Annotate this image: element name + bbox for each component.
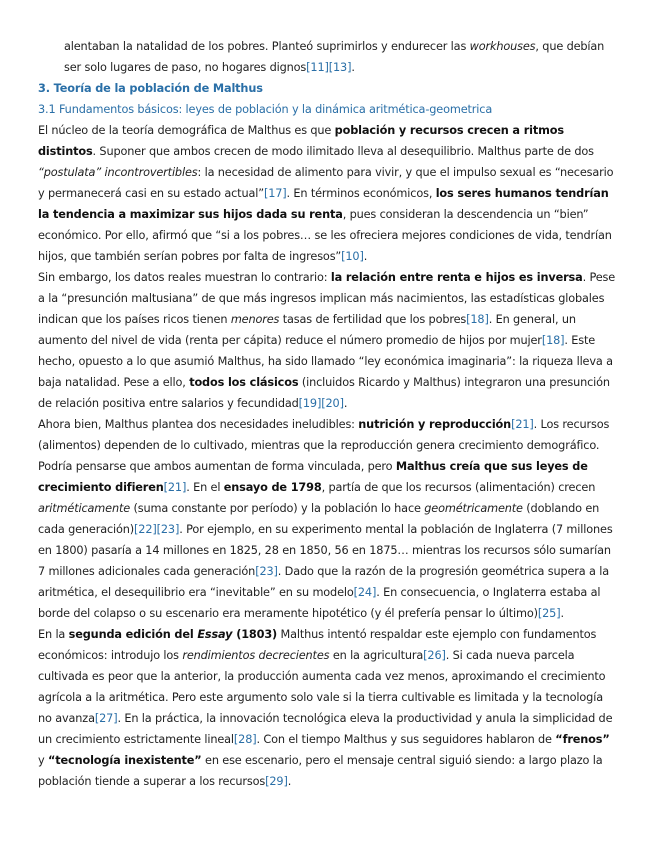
text-run: . Dado que la razón de la progresión geométrica supera a la aritmética, el desequilibrio era “inevitable” en su modelo bbox=[38, 565, 609, 599]
document-body bbox=[38, 36, 616, 792]
subsection-heading: 3.1 Fundamentos básicos: leyes de población y la dinámica aritmética-geometrica bbox=[38, 103, 493, 116]
italic-phrase: aritméticamente bbox=[38, 502, 131, 515]
paragraph-second-edition bbox=[38, 624, 616, 792]
text-run: En la bbox=[38, 628, 69, 641]
citation-link[interactable]: [29] bbox=[265, 775, 288, 788]
citation-link[interactable]: [24] bbox=[353, 586, 377, 599]
text-run: (doblando en cada generación) bbox=[38, 502, 600, 536]
citation-link[interactable]: [28] bbox=[233, 733, 257, 746]
italic-phrase: Essay bbox=[197, 628, 233, 641]
bold-phrase: ensayo de 1798 bbox=[223, 481, 322, 494]
text-run: . bbox=[351, 61, 355, 74]
citation-link[interactable]: [25] bbox=[537, 607, 561, 620]
text-run: . En general, un aumento del nivel de vida (renta per cápita) reduce el número promedio de hijos por mujer bbox=[38, 313, 576, 347]
citation-link[interactable]: [27] bbox=[94, 712, 118, 725]
bold-phrase: “frenos” bbox=[555, 733, 610, 746]
bold-phrase: nutrición y reproducción bbox=[358, 418, 512, 431]
text-run: alentaban la natalidad de los pobres. Planteó suprimirlos y endurecer las bbox=[64, 40, 470, 53]
text-run: . bbox=[363, 250, 368, 263]
citation-link[interactable]: [21] bbox=[511, 418, 534, 431]
text-run: , partía de que los recursos (alimentación) crecen bbox=[321, 481, 596, 494]
text-run: en ese escenario, pero el mensaje central siguió siendo: a largo plazo la población tiende a superar a los recursos bbox=[38, 754, 603, 788]
citation-link[interactable]: [11] bbox=[306, 61, 329, 74]
citation-link[interactable]: [19] bbox=[298, 397, 322, 410]
bold-phrase: segunda edición del bbox=[68, 628, 198, 641]
text-run: . bbox=[560, 607, 564, 620]
section-heading: 3. Teoría de la población de Malthus bbox=[38, 82, 263, 95]
bold-phrase: población y recursos crecen a ritmos distintos bbox=[38, 124, 564, 158]
text-run: , que debían ser solo lugares de paso, no hogares dignos bbox=[64, 40, 605, 74]
text-run: El núcleo de la teoría demográfica de Malthus es que bbox=[38, 124, 335, 137]
text-run: . Con el tiempo Malthus y sus seguidores hablaron de bbox=[256, 733, 556, 746]
citation-link[interactable]: [18] bbox=[466, 313, 489, 326]
text-run: : la necesidad de alimento para vivir, y que el impulso sexual es “necesario y permanecerá casi en su estado actual” bbox=[38, 166, 614, 200]
text-run: en la agricultura bbox=[329, 649, 424, 662]
text-run: . Suponer que ambos crecen de modo ilimitado lleva al desequilibrio. Malthus parte de dos bbox=[92, 145, 594, 158]
bold-italic-phrase bbox=[197, 628, 232, 641]
bold-phrase: los seres humanos tendrían la tendencia a maximizar sus hijos dada su renta bbox=[38, 187, 609, 221]
citation-link[interactable]: [10] bbox=[341, 250, 364, 263]
text-run: . En la práctica, la innovación tecnológica eleva la productividad y anula la simplicidad de un crecimiento estrictamente lineal bbox=[38, 712, 613, 746]
text-run: y bbox=[38, 754, 48, 767]
text-run: Ahora bien, Malthus plantea dos necesidades ineludibles: bbox=[38, 418, 359, 431]
text-run: . Pese a la “presunción maltusiana” de que más ingresos implican más nacimientos, las estadísticas globales indican que los países ricos tienen bbox=[38, 271, 616, 326]
citation-link[interactable]: [17] bbox=[263, 187, 287, 200]
text-run: . En términos económicos, bbox=[286, 187, 436, 200]
bold-phrase: Malthus creía que sus leyes de crecimiento difieren bbox=[38, 460, 588, 494]
text-run: . En consecuencia, o Inglaterra estaba al borde del colapso o su escenario era meramente hipotético (y él prefería pensar lo último) bbox=[38, 586, 601, 620]
text-run: (suma constante por período) y la población lo hace bbox=[130, 502, 425, 515]
text-run: . Si cada nueva parcela cultivada es peor que la anterior, la producción aumenta cada vez menos, aproximando el crecimiento agrícola a la aritmética. Pero este argumento solo vale si la tierra cultivable es limitada y la tecnología no avanza bbox=[38, 649, 606, 725]
paragraph-growth-laws bbox=[38, 414, 616, 624]
text-run: , pues consideran la descendencia un “bien” económico. Por ello, afirmó que “si a los pobres… se les ofreciera mejores condiciones de vida, tendrían hijos, que también serían pobres por falta de ingresos” bbox=[38, 208, 612, 263]
italic-phrase: geométricamente bbox=[424, 502, 523, 515]
citation-link[interactable]: [26] bbox=[423, 649, 446, 662]
citation-link[interactable]: [23] bbox=[255, 565, 278, 578]
italic-phrase: workhouses bbox=[469, 40, 536, 53]
text-run: Sin embargo, los datos reales muestran lo contrario: bbox=[38, 271, 331, 284]
text-run: . bbox=[287, 775, 292, 788]
bold-phrase: (1803) bbox=[232, 628, 278, 641]
italic-phrase: menores bbox=[230, 313, 280, 326]
text-run: tasas de fertilidad que los pobres bbox=[279, 313, 467, 326]
text-run: . Este hecho, opuesto a lo que asumió Malthus, ha sido llamado “ley económica imaginaria”: la riqueza lleva a baja natalidad. Pese a ello, bbox=[38, 334, 613, 389]
text-run: . En el bbox=[186, 481, 224, 494]
citation-link[interactable]: [23] bbox=[156, 523, 180, 536]
bold-phrase: todos los clásicos bbox=[189, 376, 299, 389]
paragraph-empirical-data bbox=[38, 267, 616, 414]
citation-link[interactable]: [18] bbox=[541, 334, 565, 347]
text-run: . Los recursos (alimentos) dependen de lo cultivado, mientras que la reproducción genera crecimiento demográfico. Podría pensarse que ambos aumentan de forma vinculada, pero bbox=[38, 418, 610, 473]
intro-paragraph bbox=[38, 36, 616, 78]
paragraph-core-theory bbox=[38, 120, 616, 267]
italic-phrase: “postulata” incontrovertibles bbox=[38, 166, 198, 179]
text-run: . Por ejemplo, en su experimento mental la población de Inglaterra (7 millones en 1800) pasaría a 14 millones en 1825, 28 en 1850, 56 en 1875… mientras los recursos sólo sumarían 7 millones adicionales cada generación bbox=[38, 523, 613, 578]
italic-phrase: rendimientos decrecientes bbox=[182, 649, 330, 662]
bold-phrase: “tecnología inexistente” bbox=[47, 754, 202, 767]
citation-link[interactable]: [13] bbox=[328, 61, 352, 74]
citation-link[interactable]: [20] bbox=[321, 397, 344, 410]
text-run: Malthus intentó respaldar este ejemplo con fundamentos económicos: introdujo los bbox=[38, 628, 597, 662]
citation-link[interactable]: [22] bbox=[134, 523, 157, 536]
text-run: (incluidos Ricardo y Malthus) integraron una presunción de relación positiva entre salarios y fecundidad bbox=[38, 376, 610, 410]
citation-link[interactable]: [21] bbox=[163, 481, 187, 494]
text-run: . bbox=[343, 397, 348, 410]
bold-phrase: la relación entre renta e hijos es inversa bbox=[330, 271, 583, 284]
